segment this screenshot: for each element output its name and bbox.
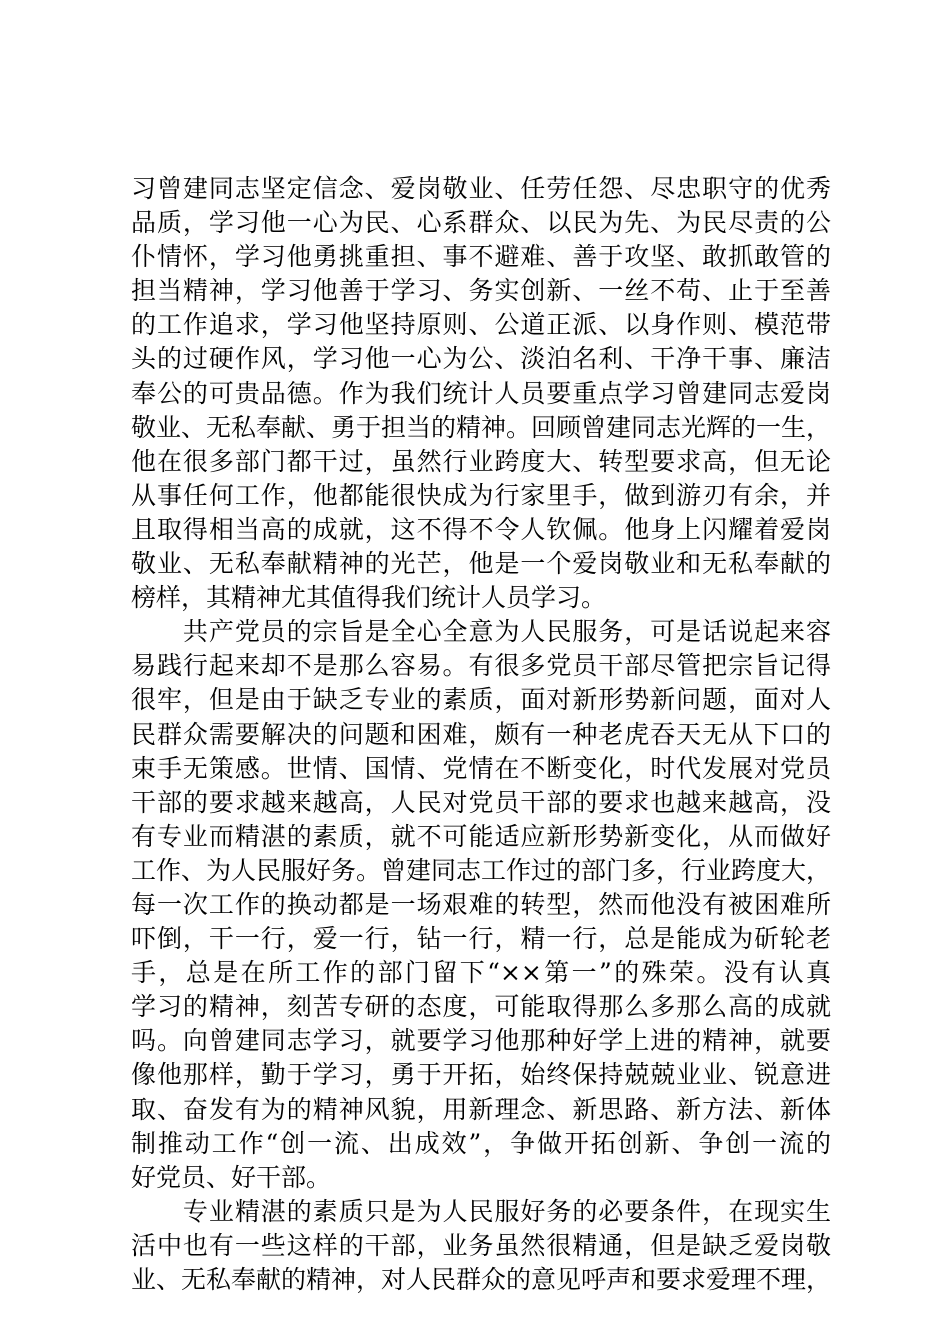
text-line: 易践行起来却不是那么容易。有很多党员干部尽管把宗旨记得	[131, 651, 831, 681]
text-line: 专业精湛的素质只是为人民服好务的必要条件，在现实生	[131, 1196, 831, 1226]
text-line: 制推动工作“创一流、出成效”，争做开拓创新、争创一流的	[131, 1128, 831, 1158]
text-line: 束手无策感。世情、国情、党情在不断变化，时代发展对党员	[131, 753, 831, 783]
text-line: 干部的要求越来越高，人民对党员干部的要求也越来越高，没	[131, 787, 831, 817]
text-line: 仆情怀，学习他勇挑重担、事不避难、善于攻坚、敢抓敢管的	[131, 242, 831, 272]
text-line: 每一次工作的换动都是一场艰难的转型，然而他没有被困难所	[131, 889, 831, 919]
text-line: 业、无私奉献的精神，对人民群众的意见呼声和要求爱理不理，	[131, 1265, 832, 1294]
text-line: 担当精神，学习他善于学习、务实创新、一丝不苟、止于至善	[131, 276, 831, 306]
text-line: 的工作追求，学习他坚持原则、公道正派、以身作则、模范带	[131, 310, 831, 340]
text-line: 从事任何工作，他都能很快成为行家里手，做到游刃有余，并	[131, 480, 831, 510]
text-line: 好党员、好干部。	[131, 1162, 332, 1192]
text-line: 且取得相当高的成就，这不得不令人钦佩。他身上闪耀着爱岗	[131, 514, 831, 544]
text-line: 他在很多部门都干过，虽然行业跨度大、转型要求高，但无论	[131, 446, 831, 476]
text-line: 工作、为人民服好务。曾建同志工作过的部门多，行业跨度大，	[131, 855, 832, 885]
text-line: 像他那样，勤于学习，勇于开拓，始终保持兢兢业业、锐意进	[131, 1060, 831, 1090]
text-line: 敬业、无私奉献精神的光芒，他是一个爱岗敬业和无私奉献的	[131, 549, 831, 579]
text-line: 奉公的可贵品德。作为我们统计人员要重点学习曾建同志爱岗	[131, 378, 831, 408]
text-line: 民群众需要解决的问题和困难，颇有一种老虎吞天无从下口的	[131, 719, 831, 749]
text-line: 头的过硬作风，学习他一心为公、淡泊名利、干净干事、廉洁	[131, 344, 831, 374]
text-line: 共产党员的宗旨是全心全意为人民服务，可是话说起来容	[131, 617, 831, 647]
text-line: 榜样，其精神尤其值得我们统计人员学习。	[131, 583, 607, 613]
text-line: 很牢，但是由于缺乏专业的素质，面对新形势新问题，面对人	[131, 685, 831, 715]
text-line: 学习的精神，刻苦专研的态度，可能取得那么多那么高的成就	[131, 992, 831, 1022]
text-line: 活中也有一些这样的干部，业务虽然很精通，但是缺乏爱岗敬	[131, 1230, 831, 1260]
text-line: 吗。向曾建同志学习，就要学习他那种好学上进的精神，就要	[131, 1026, 831, 1056]
text-line: 品质，学习他一心为民、心系群众、以民为先、为民尽责的公	[131, 208, 831, 238]
text-line: 习曾建同志坚定信念、爱岗敬业、任劳任怨、尽忠职守的优秀	[131, 174, 831, 203]
document-body-text	[131, 172, 831, 1297]
text-line: 有专业而精湛的素质，就不可能适应新形势新变化，从而做好	[131, 821, 831, 851]
text-line: 手，总是在所工作的部门留下“××第一”的殊荣。没有认真	[131, 958, 831, 988]
text-line: 取、奋发有为的精神风貌，用新理念、新思路、新方法、新体	[131, 1094, 831, 1124]
text-line: 敬业、无私奉献、勇于担当的精神。回顾曾建同志光辉的一生，	[131, 412, 832, 442]
text-line: 吓倒，干一行，爱一行，钻一行，精一行，总是能成为斫轮老	[131, 924, 831, 954]
